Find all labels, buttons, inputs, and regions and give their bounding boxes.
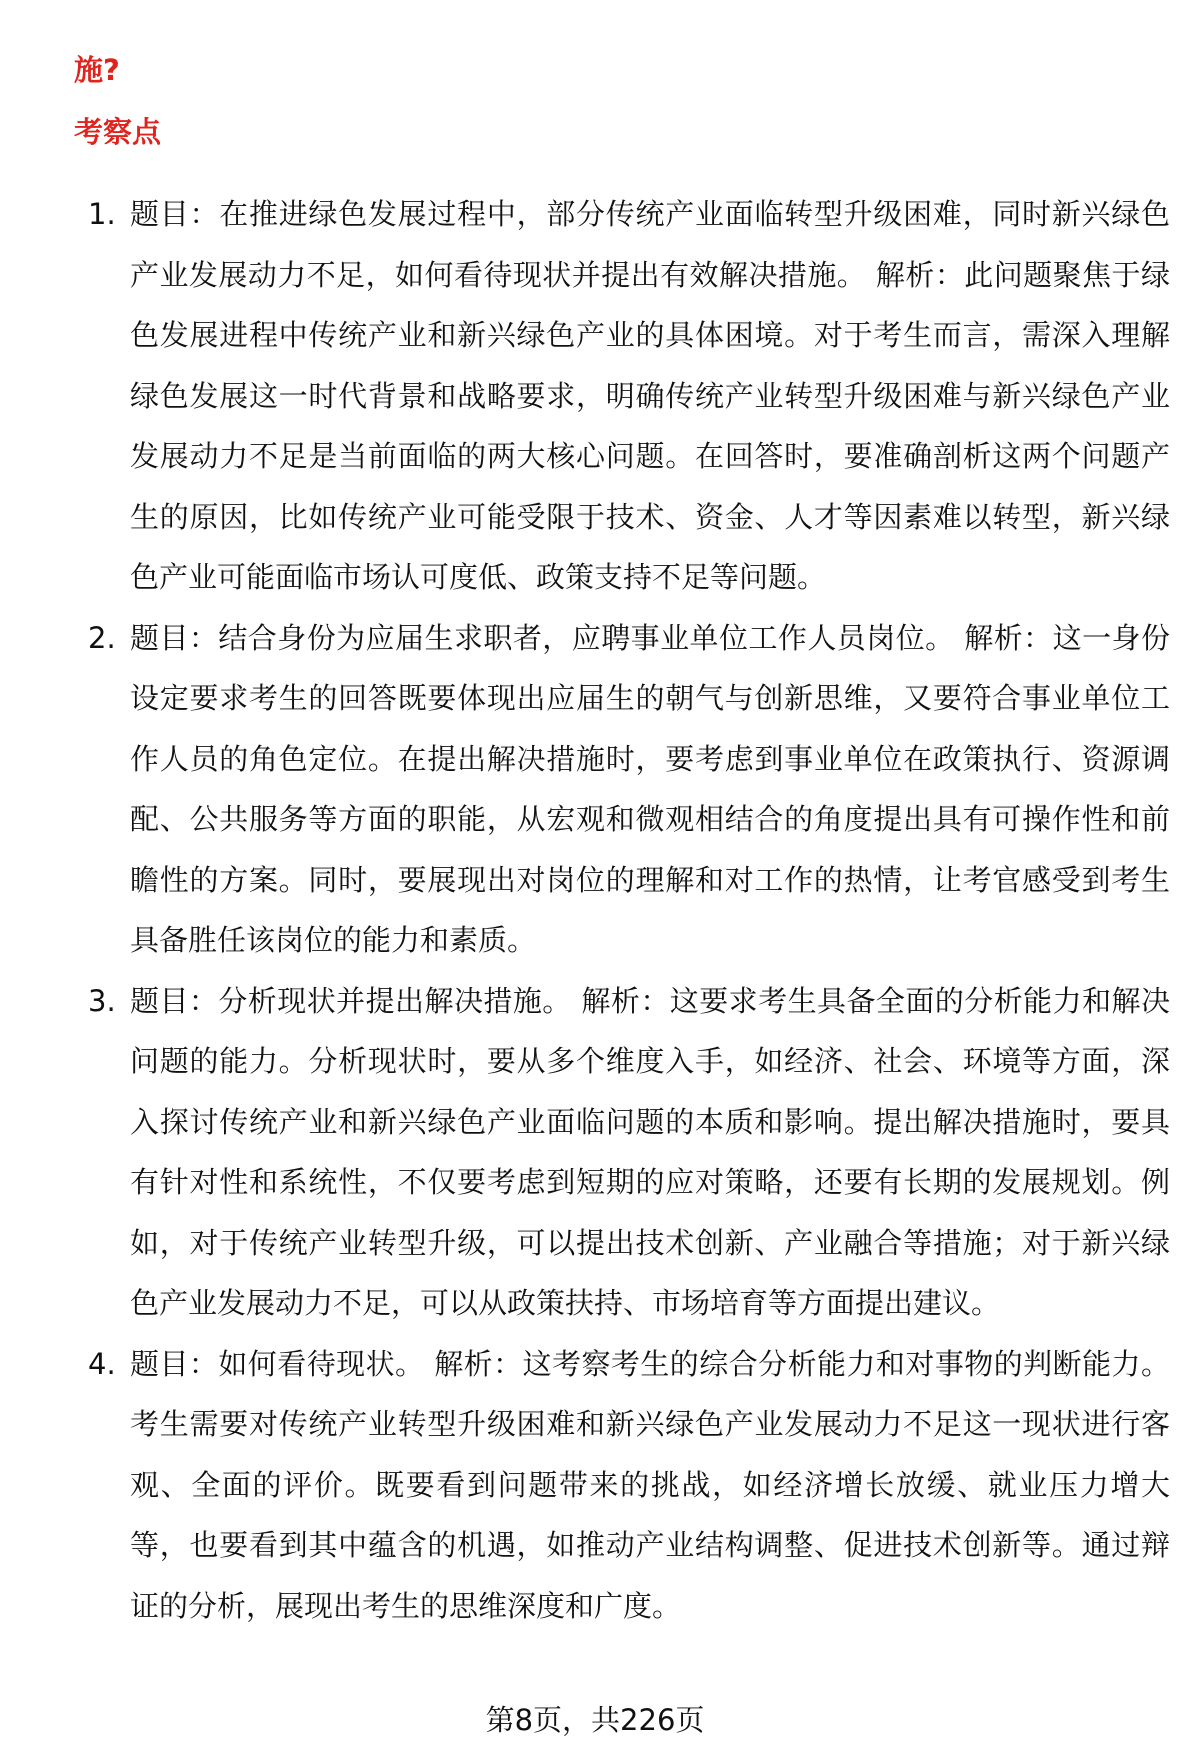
item-number: 1. [88,197,116,231]
analysis-label: 解析： [964,620,1053,655]
analysis-label: 解析： [875,257,965,292]
question-text: 分析现状并提出解决措施。 [218,983,572,1018]
analysis-text: 这一身份设定要求考生的回答既要体现出应届生的朝气与创新思维，又要符合事业单位工作人员的角色定位。在提出解决措施时，要考虑到事业单位在政策执行、资源调配、公共服务等方面的职能，从宏观和微观相结合的角度提出具有可操作性和前瞻性的方案。同时，要展现出对岗位的理解和对工作的热情，让考官感受到考生具备胜任该岗位的能力和素质。 [130,620,1170,957]
item-number: 3. [88,983,116,1018]
question-text: 结合身份为应届生求职者，应聘事业单位工作人员岗位。 [218,620,955,655]
page-number-text: 第8页，共226页 [485,1703,705,1737]
list-item [0,608,1190,971]
list-item [0,1334,1190,1637]
item-number: 4. [88,1346,116,1381]
page-number-footer [0,1700,1190,1740]
analysis-text: 这考察考生的综合分析能力和对事物的判断能力。考生需要对传统产业转型升级困难和新兴绿色产业发展动力不足这一现状进行客观、全面的评价。既要看到问题带来的挑战，如经济增长放缓、就业压力增大等，也要看到其中蕴含的机遇，如推动产业结构调整、促进技术创新等。通过辩证的分析，展现出考生的思维深度和广度。 [130,1346,1170,1623]
list-item [0,184,1190,608]
item-number: 2. [88,620,116,655]
question-label: 题目： [130,197,220,231]
analysis-text: 这要求考生具备全面的分析能力和解决问题的能力。分析现状时，要从多个维度入手，如经济、社会、环境等方面，深入探讨传统产业和新兴绿色产业面临问题的本质和影响。提出解决措施时，要具有针对性和系统性，不仅要考虑到短期的应对策略，还要有长期的发展规划。例如，对于传统产业转型升级，可以提出技术创新、产业融合等措施；对于新兴绿色产业发展动力不足，可以从政策扶持、市场培育等方面提出建议。 [130,983,1170,1320]
section-title: 考察点 [74,115,162,149]
list-item [0,971,1190,1334]
question-list [0,184,1190,1636]
analysis-text: 此问题聚焦于绿色发展进程中传统产业和新兴绿色产业的具体困境。对于考生而言，需深入理解绿色发展这一时代背景和战略要求，明确传统产业转型升级困难与新兴绿色产业发展动力不足是当前面临的两大核心问题。在回答时，要准确剖析这两个问题产生的原因，比如传统产业可能受限于技术、资金、人才等因素难以转型，新兴绿色产业可能面临市场认可度低、政策支持不足等问题。 [130,257,1170,594]
question-label: 题目： [130,983,219,1018]
analysis-label: 解析： [434,1346,523,1381]
question-text: 如何看待现状。 [218,1346,425,1381]
question-label: 题目： [130,620,219,655]
continuation-text: 施? [74,53,120,87]
analysis-label: 解析： [581,983,670,1018]
question-label: 题目： [130,1346,219,1381]
question-text: 在推进绿色发展过程中，部分传统产业面临转型升级困难，同时新兴绿色产业发展动力不足，如何看待现状并提出有效解决措施。 [130,197,1170,292]
